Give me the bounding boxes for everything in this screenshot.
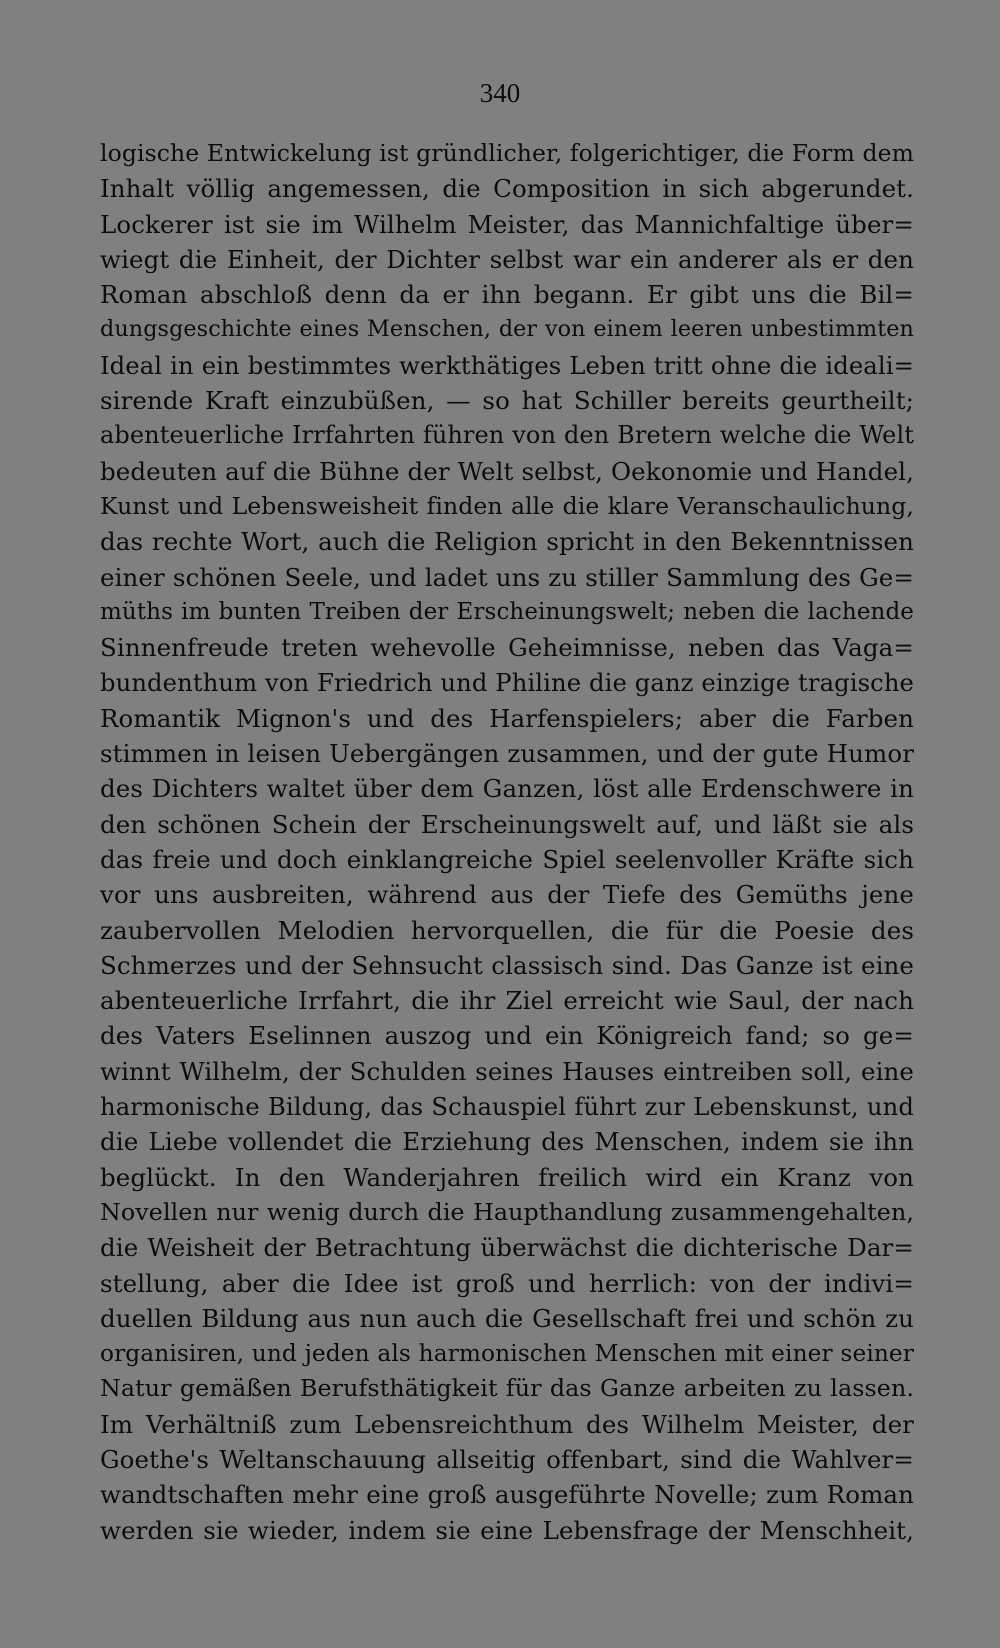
text-line: bundenthum von Friedrich und Philine die ganz einzige tragische: [100, 668, 914, 698]
text-line: Inhalt völlig angemessen, die Composition in sich abgerundet.: [100, 174, 914, 204]
page-number: 340: [479, 78, 521, 108]
text-line: logische Entwickelung ist gründlicher, folgerichtiger, die Form dem: [100, 139, 914, 167]
text-line: Romantik Mignon's und des Harfenspielers; aber die Farben: [100, 703, 914, 733]
text-line: des Vaters Eselinnen auszog und ein Königreich fand; so ge=: [100, 1021, 914, 1051]
text-line: werden sie wieder, indem sie eine Lebensfrage der Menschheit,: [100, 1515, 914, 1545]
text-line: Goethe's Weltanschauung allseitig offenbart, sind die Wahlver=: [100, 1444, 914, 1474]
text-line: wandtschaften mehr eine groß ausgeführte Novelle; zum Roman: [100, 1480, 914, 1510]
text-line: Im Verhältniß zum Lebensreichthum des Wilhelm Meister, der: [100, 1409, 914, 1439]
text-line: Novellen nur wenig durch die Haupthandlung zusammengehalten,: [100, 1197, 914, 1226]
text-line: einer schönen Seele, und ladet uns zu stiller Sammlung des Ge=: [100, 562, 914, 592]
text-line: Roman abschloß denn da er ihn begann. Er gibt uns die Bil=: [100, 280, 914, 310]
text-line: dungsgeschichte eines Menschen, der von einem leeren unbestimmten: [100, 316, 914, 343]
text-line: wiegt die Einheit, der Dichter selbst war ein anderer als er den: [100, 244, 914, 274]
text-line: das rechte Wort, auch die Religion spricht in den Bekenntnissen: [100, 527, 914, 557]
text-line: die Weisheit der Betrachtung überwächst die dichterische Dar=: [100, 1233, 914, 1263]
text-line: vor uns ausbreiten, während aus der Tiefe des Gemüths jene: [100, 880, 914, 910]
text-line: Ideal in ein bestimmtes werkthätiges Leben tritt ohne die ideali=: [100, 350, 914, 380]
text-line: stellung, aber die Idee ist groß und herrlich: von der indivi=: [100, 1268, 914, 1298]
text-line: duellen Bildung aus nun auch die Gesellschaft frei und schön zu: [100, 1303, 914, 1333]
text-line: des Dichters waltet über dem Ganzen, löst alle Erdenschwere in: [100, 774, 914, 804]
text-line: sirende Kraft einzubüßen, — so hat Schiller bereits geurtheilt;: [100, 386, 914, 416]
text-line: Schmerzes und der Sehnsucht classisch sind. Das Ganze ist eine: [100, 950, 914, 980]
text-line: Kunst und Lebensweisheit finden alle die klare Veranschaulichung,: [100, 491, 914, 520]
text-line: den schönen Schein der Erscheinungswelt auf, und läßt sie als: [100, 809, 914, 839]
text-line: beglückt. In den Wanderjahren freilich wird ein Kranz von: [100, 1162, 914, 1192]
text-line: organisiren, und jeden als harmonischen Menschen mit einer seiner: [100, 1340, 914, 1368]
text-line: müths im bunten Treiben der Erscheinungswelt; neben die lachende: [100, 598, 914, 625]
text-line: abenteuerliche Irrfahrt, die ihr Ziel erreicht wie Saul, der nach: [100, 986, 914, 1016]
body-text: [100, 136, 914, 1548]
text-line: abenteuerliche Irrfahrten führen von den Bretern welche die Welt: [100, 421, 914, 450]
text-line: Sinnenfreude treten wehevolle Geheimnisse, neben das Vaga=: [100, 633, 914, 663]
text-line: winnt Wilhelm, der Schulden seines Hauses eintreiben soll, eine: [100, 1056, 914, 1086]
text-line: zaubervollen Melodien hervorquellen, die für die Poesie des: [100, 915, 914, 945]
text-line: die Liebe vollendet die Erziehung des Menschen, indem sie ihn: [100, 1127, 914, 1157]
text-line: Natur gemäßen Berufsthätigkeit für das Ganze arbeiten zu lassen.: [100, 1374, 914, 1403]
text-line: das freie und doch einklangreiche Spiel seelenvoller Kräfte sich: [100, 844, 914, 874]
text-line: stimmen in leisen Uebergängen zusammen, und der gute Humor: [100, 739, 914, 769]
text-line: Lockerer ist sie im Wilhelm Meister, das Mannichfaltige über=: [100, 209, 914, 239]
text-line: bedeuten auf die Bühne der Welt selbst, Oekonomie und Handel,: [100, 456, 914, 486]
text-line: harmonische Bildung, das Schauspiel führt zur Lebenskunst, und: [100, 1092, 914, 1122]
